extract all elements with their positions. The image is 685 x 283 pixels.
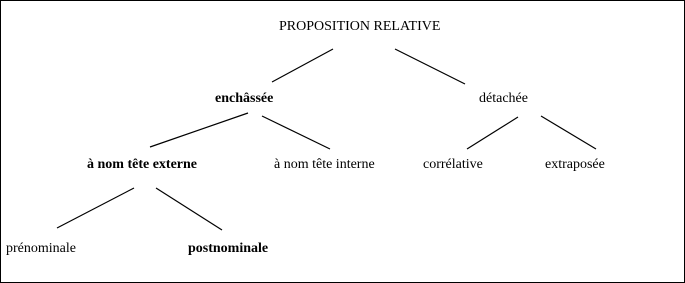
node-postnominale: postnominale [188,241,269,256]
edge-enchassee-interne [262,116,330,149]
edge-detachee-correlative [467,117,518,149]
node-externe: à nom tête externe [87,157,198,172]
edge-detachee-extraposee [541,116,596,149]
edge-externe-postnominale [156,188,222,230]
edge-enchassee-externe [150,113,248,147]
node-root: PROPOSITION RELATIVE [279,19,441,34]
node-detachee: détachée [479,91,528,106]
edge-externe-prenominale [57,188,134,228]
edge-root-enchassee [272,49,333,82]
node-enchassee: enchâssée [215,91,274,106]
node-correlative: corrélative [423,157,483,172]
node-prenominale: prénominale [6,241,76,256]
node-extraposee: extraposée [545,157,605,172]
node-interne: à nom tête interne [274,157,375,172]
edge-root-detachee [395,49,465,84]
